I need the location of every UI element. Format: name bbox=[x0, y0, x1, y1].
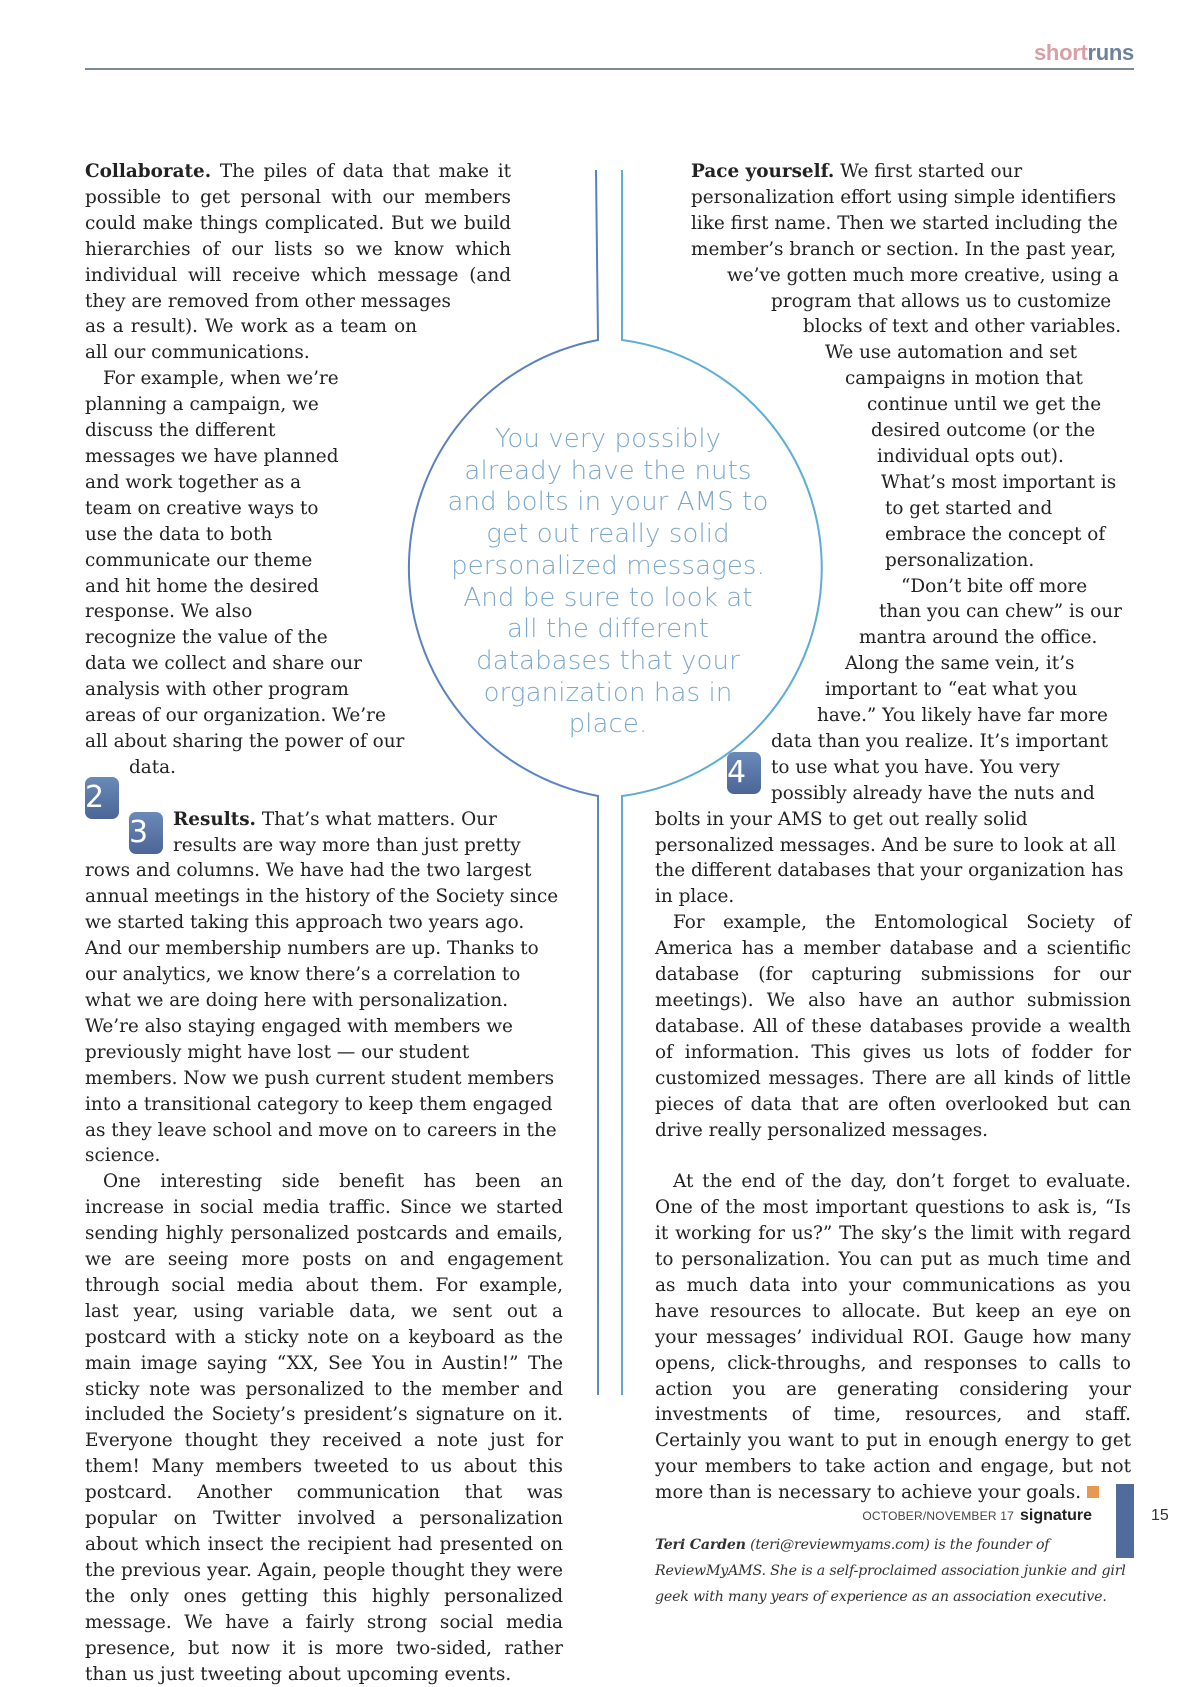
section-header-part-2: runs bbox=[1087, 40, 1134, 65]
section-3-number-badge: 3 bbox=[129, 812, 163, 854]
section-3-text-1: That’s what matters. Our results are way more than just pretty rows and columns. We have had the two largest annual meetings in the history of the Society since we started taking this approach two years ago. And our membership numbers are up. Thanks to our analytics, we know there’s a correlation to what we are doing here with personalization. We’re also staying engaged with members we previously might have lost — our student members. Now we push current student members into a transitional category to keep them engaged as they leave school and move on to careers in the science. bbox=[85, 808, 559, 1167]
section-4-paragraph-3: For example, the Entomological Society of America has a member database and a scientific database (for capturing submissions for our meetings). We also have an author submission database. All of these databases provide a wealth of information. This gives us lots of fodder for customized messages. There are all kinds of little pieces of data that are often overlooked but can drive really personalized messages. bbox=[655, 912, 1131, 1141]
conclusion-paragraph bbox=[655, 1169, 1131, 1506]
pull-quote: You very possibly already have the nuts and bolts in your AMS to get out really solid personalized messages. And be sure to look at all the different databases that your organization has in place. bbox=[447, 424, 769, 740]
header-rule bbox=[85, 68, 1134, 70]
section-3-lead: Results. bbox=[173, 808, 256, 830]
section-2-paragraph-2: For example, when we’re planning a campaign, we discuss the different messages we have planned and work together as a team on creative ways to use the data to both communicate our theme and hit home the desired response. We also recognize the value of the data we collect and share our analysis with other program areas of our organization. We’re all about sharing the power of our data. bbox=[85, 368, 405, 778]
author-bio-text: (teri@reviewmyams.com) is the founder of ReviewMyAMS. She is a self-proclaimed association junkie and girl geek with many years of experience as an association executive. bbox=[655, 1537, 1126, 1605]
footer-folio bbox=[862, 1507, 1092, 1525]
end-mark-icon bbox=[1087, 1486, 1099, 1498]
author-name: Teri Carden bbox=[655, 1537, 746, 1553]
section-4-text-1: We first started our personalization effort using simple identifiers like first name. Then we started including the member’s branch or section. In the past year, we’ve gotten much more creative, using a program that allows us to customize blocks of text and other variables. We use automation and set campaigns in motion that continue until we get the desired outcome (or the individual opts out). What’s most important is to get started and embrace the concept of personalization. bbox=[691, 161, 1122, 571]
section-2-number-badge: 2 bbox=[85, 777, 119, 819]
section-header bbox=[1034, 40, 1134, 66]
section-3-paragraph-1 bbox=[85, 807, 563, 1170]
right-column bbox=[655, 159, 1131, 1610]
footer-accent-bar bbox=[1116, 1484, 1134, 1558]
section-2-text-1: The piles of data that make it possible to get personal with our members could make things complicated. But we build hierarchies of our lists so we know which individual will receive which message (and they are removed from other messages as a result). We work as a team on all our communications. bbox=[85, 161, 511, 364]
section-4-paragraph-2: “Don’t bite off more than you can chew” is our mantra around the office. Along the same vein, it’s important to “eat what you have.” You likely have far more data than you realize. It’s important to use what you have. You very possibly already have the nuts and bolts in your AMS to get out really solid personalized messages. And be sure to look at all the different databases that your organization has in place. bbox=[655, 575, 1124, 908]
section-3-paragraph-2: One interesting side benefit has been an increase in social media traffic. Since we started sending highly personalized postcards and emails, we are seeing more posts on and engagement through social media about them. For example, last year, using variable data, we sent out a postcard with a sticky note on a keyboard as the main image saying “XX, See You in Austin!” The sticky note was personalized to the member and included the Society’s president’s signature on it. Everyone thought they received a note just for them! Many members tweeted to us about this postcard. Another communication that was popular on Twitter involved a personalization about which insect the recipient had presented on the previous year. Again, people thought they were the only ones getting this highly personalized message. We have a fairly strong social media presence, but now it is more two-sided, rather than us just tweeting about upcoming events. bbox=[85, 1171, 563, 1685]
author-bio bbox=[655, 1532, 1131, 1610]
section-4-number-badge: 4 bbox=[727, 752, 761, 794]
footer-issue-date: OCTOBER/NOVEMBER 17 bbox=[862, 1509, 1014, 1523]
conclusion-text: At the end of the day, don’t forget to evaluate. One of the most important questions to ask is, “Is it working for us?” The sky’s the limit with regard to personalization. You can put as much time and as much data into your communications as you have resources to allocate. But keep an eye on your messages’ individual ROI. Gauge how many opens, click-throughs, and responses to calls to action you are generating considering your investments of time, resources, and staff. Certainly you want to put in enough energy to get your members to take action and engage, but not more than is necessary to achieve your goals. bbox=[655, 1171, 1131, 1504]
left-column bbox=[85, 159, 563, 1687]
page-number: 15 bbox=[1151, 1507, 1169, 1524]
section-header-part-1: short bbox=[1034, 40, 1088, 65]
section-2-lead: Collaborate. bbox=[85, 161, 212, 182]
footer-magazine-name: signature bbox=[1019, 1507, 1092, 1524]
section-4-lead: Pace yourself. bbox=[691, 161, 835, 182]
